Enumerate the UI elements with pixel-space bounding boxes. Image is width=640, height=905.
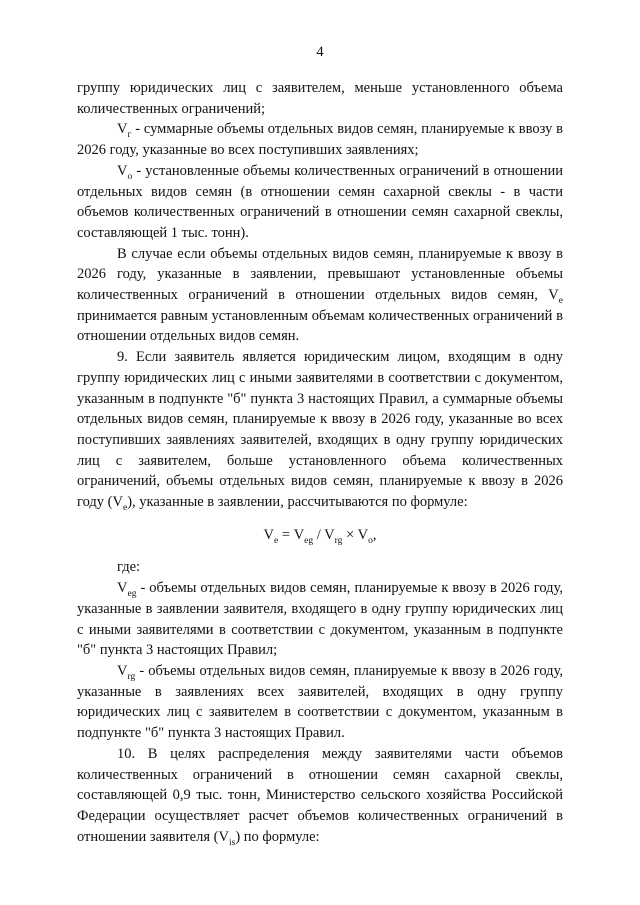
subscript: о — [368, 535, 373, 546]
clause-9 — [77, 347, 563, 513]
formula — [77, 525, 563, 546]
text: 9. Если заявитель является юридическим лицом, входящим в одну группу юридических лиц с иными заявителями в соответствии с документом, указанным в подпункте "б" пункта 3 настоящих Правил, а суммарные объемы отдельных видов семян, планируемые к ввозу в 2026 году, указанные во всех поступивших заявлениях заявителей, входящих в одну группу юридических лиц с заявителем, больше установленного объема количественных ограничений, объемы отдельных видов семян, планируемые к ввозу в 2026 году ( — [77, 349, 563, 511]
subscript: г — [127, 130, 132, 141]
subscript: is — [228, 837, 236, 848]
subscript: е — [558, 295, 563, 306]
text: ), указанные в заявлении, рассчитываются по формуле: — [127, 494, 468, 511]
text: группу юридических лиц с заявителем, меньше установленного объема количественных ограничений; — [77, 80, 563, 117]
operator: × — [342, 526, 358, 543]
subscript: eg — [304, 535, 314, 546]
subscript: rg — [127, 671, 136, 682]
text: 10. В целях распределения между заявителями части объемов количественных ограничений в отношении семян сахарной свеклы, составляющей 0,9 тыс. тонн, Министерство сельского хозяйства Российской Федерации осуществляет расчет объемов количественных ограничений в отношении заявителя ( — [77, 745, 563, 845]
text: ) по формуле: — [235, 828, 320, 845]
operator: / — [313, 526, 325, 543]
symbol: V — [218, 828, 229, 845]
operator: , — [372, 526, 377, 543]
subscript: о — [127, 171, 133, 182]
symbol: V — [293, 526, 305, 543]
text: где: — [117, 559, 141, 576]
paragraph-excess-case — [77, 244, 563, 348]
subscript: rg — [334, 535, 343, 546]
symbol: V — [263, 526, 275, 543]
text: принимается равным установленным объемам количественных ограничений в отношении отдельных видов семян. — [77, 307, 563, 345]
text: - суммарные объемы отдельных видов семян, планируемые к ввозу в 2026 году, указанные во всех поступивших заявлениях; — [77, 121, 563, 159]
definition-veg — [77, 578, 563, 661]
text: - объемы отдельных видов семян, планируемые к ввозу в 2026 году, указанные в заявлении заявителя, входящего в одну группу юридических лиц с иными заявителями в соответствии с документом, указанным в подпункте "б" пункта 3 настоящих Правил; — [77, 580, 563, 659]
clause-10 — [77, 744, 563, 848]
subscript: е — [274, 535, 279, 546]
symbol: V — [117, 162, 128, 179]
symbol: V — [117, 121, 128, 138]
symbol: V — [357, 526, 369, 543]
document-body — [77, 78, 563, 847]
page-number: 4 — [316, 44, 324, 60]
symbol: V — [548, 287, 559, 304]
text: - установленные объемы количественных ограничений в отношении отдельных видов семян (в отношении семян сахарной свеклы - в части объемов количественных ограничений в отношении семян сахарной свеклы, составляющей 1 тыс. тонн). — [77, 162, 563, 241]
definition-vr — [77, 119, 563, 160]
operator: = — [278, 526, 294, 543]
symbol: V — [112, 494, 123, 511]
text: В случае если объемы отдельных видов семян, планируемые к ввозу в 2026 году, указанные в заявлении, превышают установленные объемы количественных ограничений в отношении отдельных видов семян, — [77, 245, 563, 304]
text: - объемы отдельных видов семян, планируемые к ввозу в 2026 году, указанные в заявлениях всех заявителей, входящих в одну группу юридических лиц с заявителем в соответствии с документом, указанным в подпункте "б" пункта 3 настоящих Правил. — [77, 662, 563, 742]
paragraph-continuation — [77, 78, 563, 119]
symbol: V — [324, 526, 335, 543]
definition-vrg — [77, 661, 563, 744]
subscript: е — [122, 502, 128, 513]
where-label — [77, 557, 563, 578]
symbol: V — [117, 662, 128, 679]
symbol: V — [117, 580, 128, 597]
subscript: eg — [127, 589, 137, 600]
definition-vo — [77, 161, 563, 244]
